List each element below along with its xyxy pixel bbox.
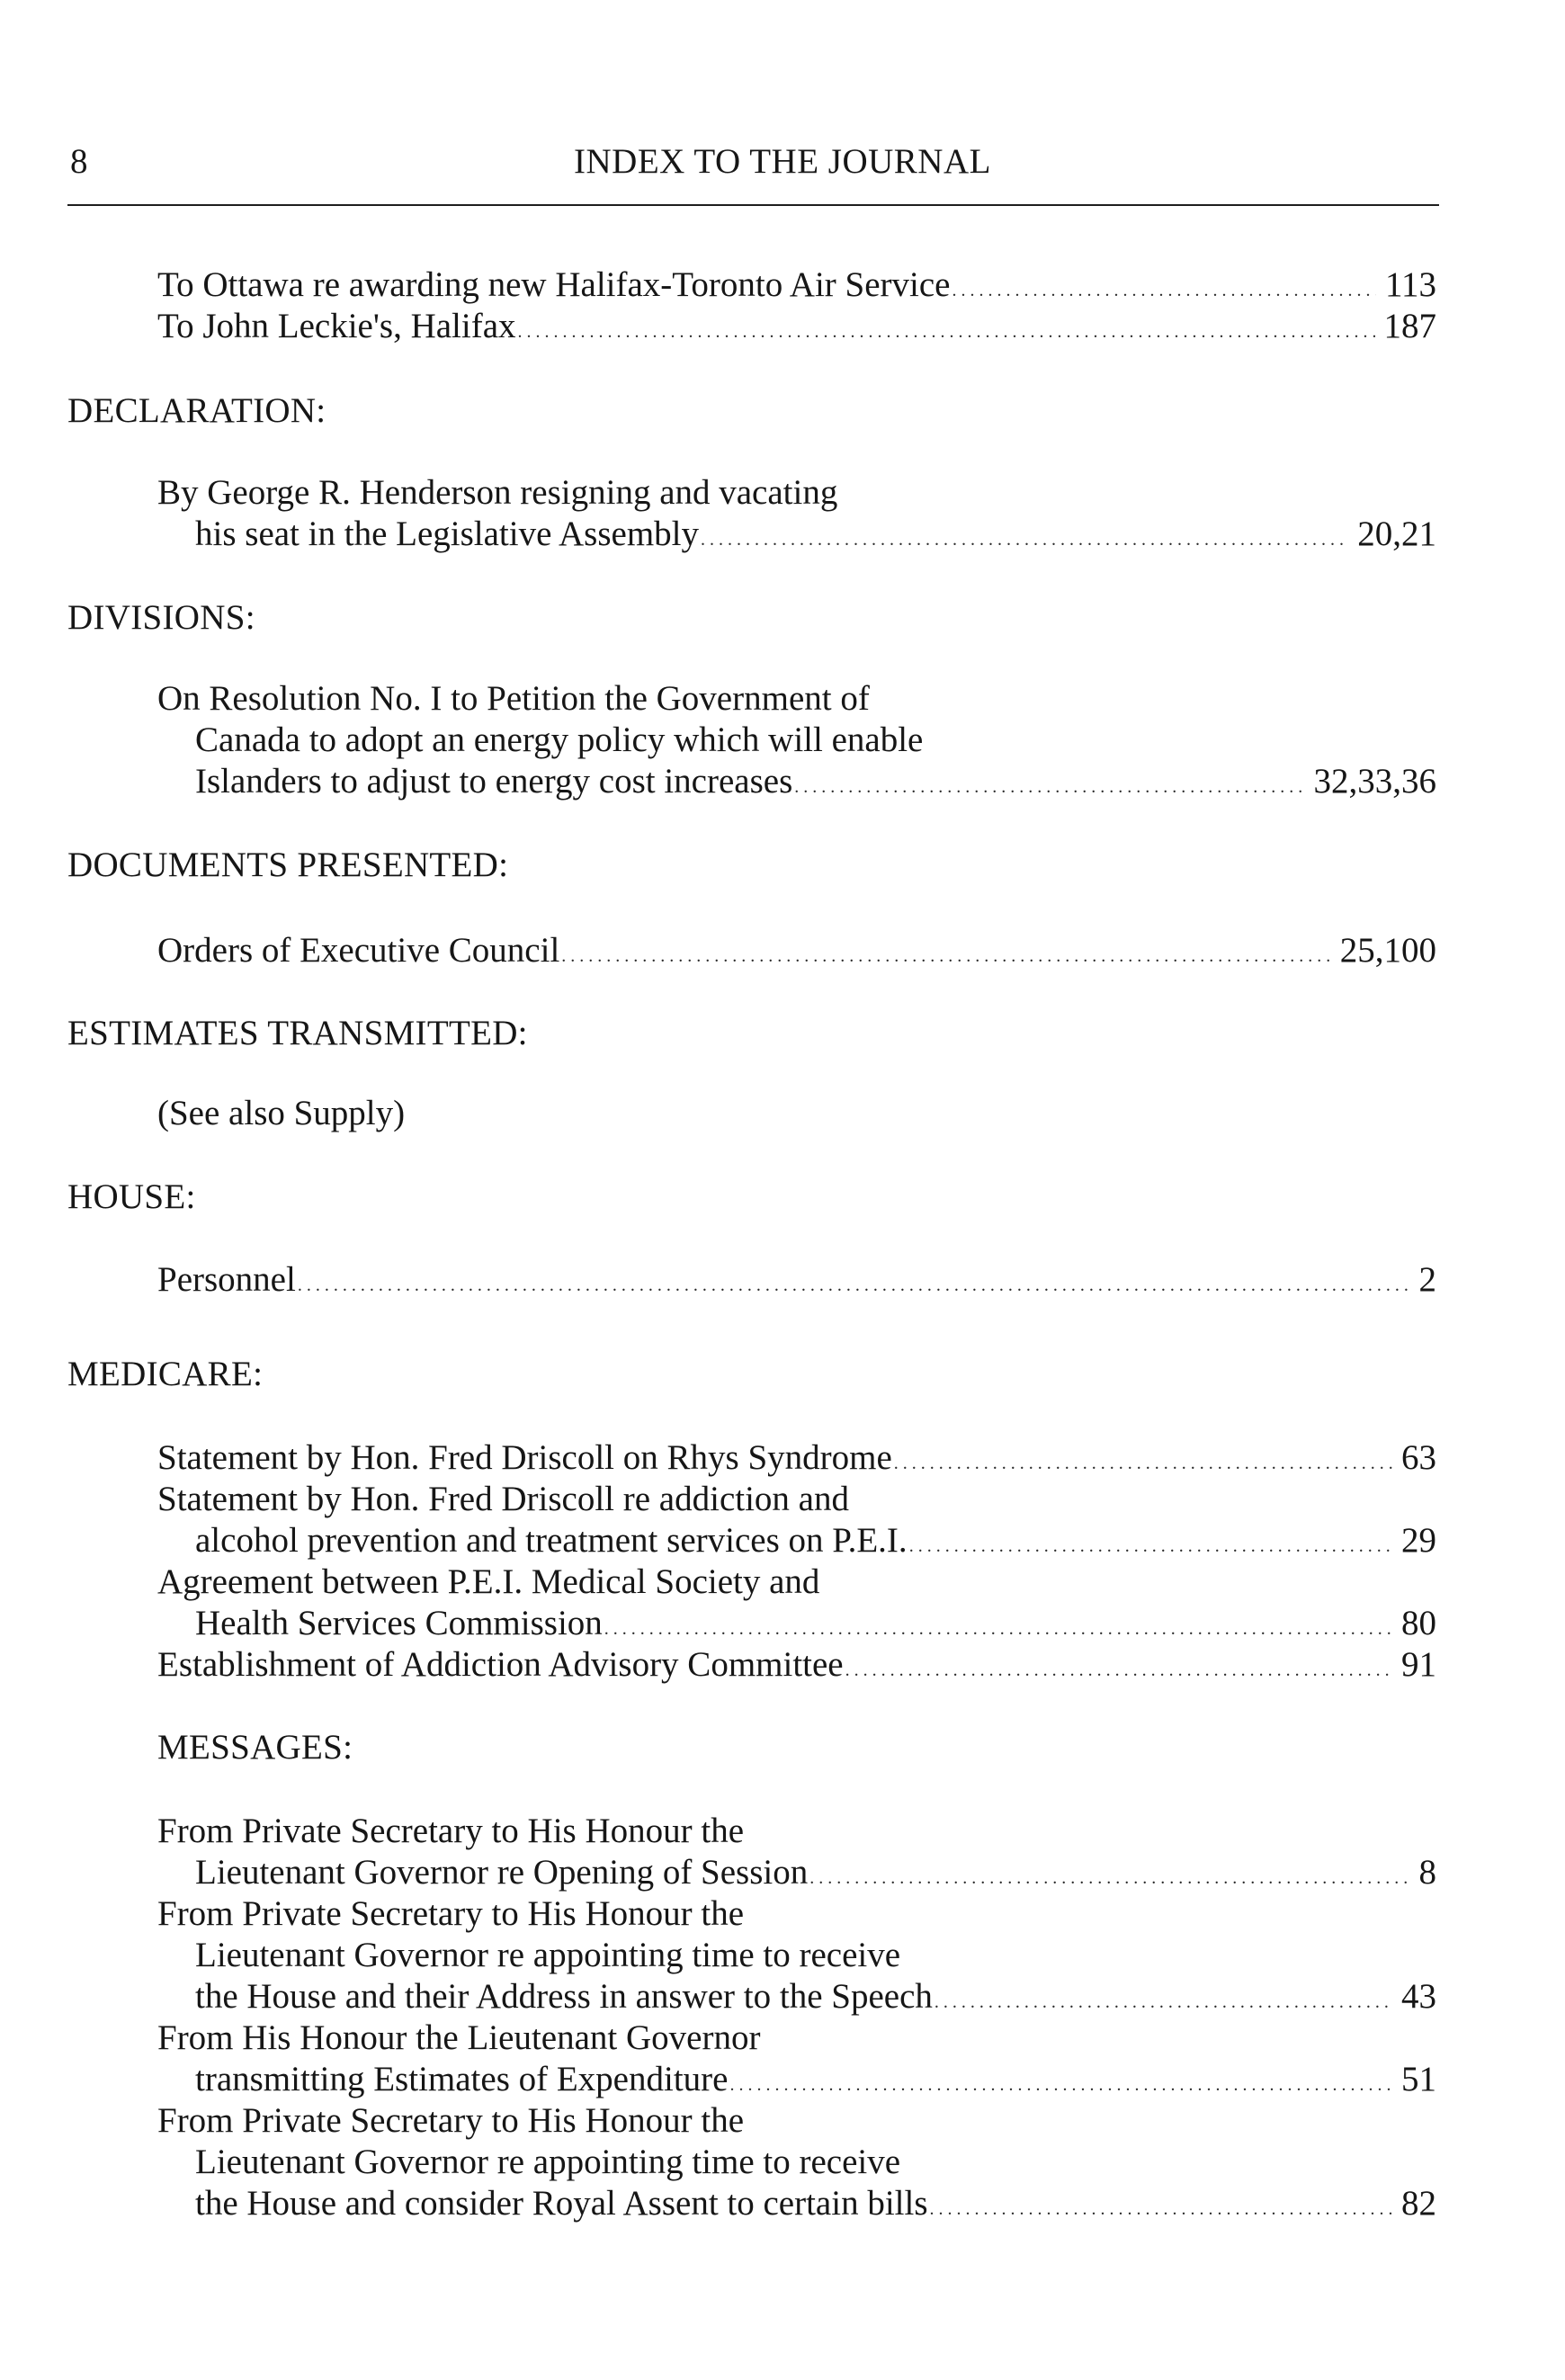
section-heading-declaration: DECLARATION: [67, 391, 326, 430]
section-heading-medicare: MEDICARE: [67, 1355, 264, 1393]
entry-text: From Private Secretary to His Honour the [157, 1812, 745, 1850]
header-rule [67, 204, 1439, 206]
entry-text: Lieutenant Governor re Opening of Session [195, 1853, 809, 1892]
entry-pages: 187 [1383, 307, 1436, 345]
entry-text: From His Honour the Lieutenant Governor [157, 2018, 761, 2057]
entry-text: Islanders to adjust to energy cost increases [195, 762, 793, 801]
index-entry [157, 472, 1436, 555]
index-entry [157, 2018, 1436, 2100]
entry-text: From Private Secretary to His Honour the [157, 1894, 745, 1933]
section-heading-house: HOUSE: [67, 1177, 196, 1216]
dot-leader [794, 761, 1304, 808]
entry-pages: 32,33,36 [1313, 762, 1436, 801]
index-entry [157, 1479, 1436, 1561]
entry-text: transmitting Estimates of Expenditure [195, 2060, 729, 2098]
entry-text: Statement by Hon. Fred Driscoll re addiction and [157, 1480, 849, 1518]
page-number: 8 [70, 142, 88, 181]
section-heading-estimates-transmitted: ESTIMATES TRANSMITTED: [67, 1014, 528, 1052]
entry-pages: 113 [1384, 265, 1436, 304]
dot-leader [935, 1976, 1392, 2023]
dot-leader [729, 2059, 1392, 2106]
entry-pages: 63 [1401, 1438, 1436, 1477]
entry-text: alcohol prevention and treatment services on P.E.I. [195, 1521, 908, 1560]
entry-pages: 25,100 [1339, 931, 1436, 970]
index-entry [157, 1259, 1436, 1301]
cross-reference-note [157, 1093, 1436, 1134]
entry-text: the House and consider Royal Assent to certain bills [195, 2184, 928, 2223]
section-heading-divisions: DIVISIONS: [67, 598, 255, 637]
index-entry [157, 306, 1436, 347]
dot-leader [561, 930, 1330, 977]
dot-leader [930, 2183, 1392, 2230]
entry-pages: 80 [1401, 1604, 1436, 1642]
dot-leader [809, 1852, 1409, 1899]
entry-text: Establishment of Addiction Advisory Committee [157, 1645, 844, 1684]
entry-text: Lieutenant Governor re appointing time to receive [195, 2143, 901, 2181]
index-entry [157, 2100, 1436, 2224]
entry-pages: 29 [1401, 1521, 1436, 1560]
dot-leader [518, 306, 1375, 353]
index-entry [157, 1644, 1436, 1686]
entry-pages: 20,21 [1357, 514, 1436, 553]
entry-text: Canada to adopt an energy policy which will enable [195, 720, 924, 759]
entry-pages: 82 [1401, 2184, 1436, 2223]
entry-text: (See also Supply) [157, 1094, 406, 1132]
entry-pages: 51 [1401, 2060, 1436, 2098]
dot-leader [604, 1603, 1392, 1650]
entry-text: his seat in the Legislative Assembly [195, 514, 699, 553]
entry-pages: 2 [1418, 1260, 1436, 1299]
running-title: INDEX TO THE JOURNAL [574, 142, 991, 181]
entry-text: To John Leckie's, Halifax [157, 307, 516, 345]
dot-leader [952, 264, 1375, 311]
entry-text: the House and their Address in answer to the Speech [195, 1977, 933, 2016]
index-entry [157, 264, 1436, 306]
section-heading-documents-presented: DOCUMENTS PRESENTED: [67, 846, 509, 884]
index-entry [157, 1811, 1436, 1893]
index-entry [157, 930, 1436, 971]
entry-text: From Private Secretary to His Honour the [157, 2101, 745, 2140]
dot-leader [894, 1437, 1392, 1484]
entry-text: Health Services Commission [195, 1604, 603, 1642]
entry-text: Statement by Hon. Fred Driscoll on Rhys Syndrome [157, 1438, 892, 1477]
entry-text: Orders of Executive Council [157, 931, 560, 970]
entry-pages: 91 [1401, 1645, 1436, 1684]
index-entry [157, 1437, 1436, 1479]
running-header [0, 135, 1565, 189]
index-entry [157, 1561, 1436, 1644]
dot-leader [845, 1644, 1392, 1691]
entry-pages: 43 [1401, 1977, 1436, 2016]
entry-text: On Resolution No. I to Petition the Government of [157, 679, 870, 718]
dot-leader [909, 1520, 1392, 1567]
section-heading-messages: MESSAGES: [157, 1728, 353, 1767]
dot-leader [701, 514, 1348, 560]
index-entry [157, 1893, 1436, 2018]
entry-pages: 8 [1418, 1853, 1436, 1892]
dot-leader [298, 1259, 1410, 1306]
entry-text: To Ottawa re awarding new Halifax-Toronto Air Service [157, 265, 951, 304]
entry-text: By George R. Henderson resigning and vacating [157, 473, 838, 512]
index-entry [157, 678, 1436, 802]
entry-text: Lieutenant Governor re appointing time to receive [195, 1936, 901, 1974]
entry-text: Personnel [157, 1260, 296, 1299]
entry-text: Agreement between P.E.I. Medical Society and [157, 1562, 820, 1601]
